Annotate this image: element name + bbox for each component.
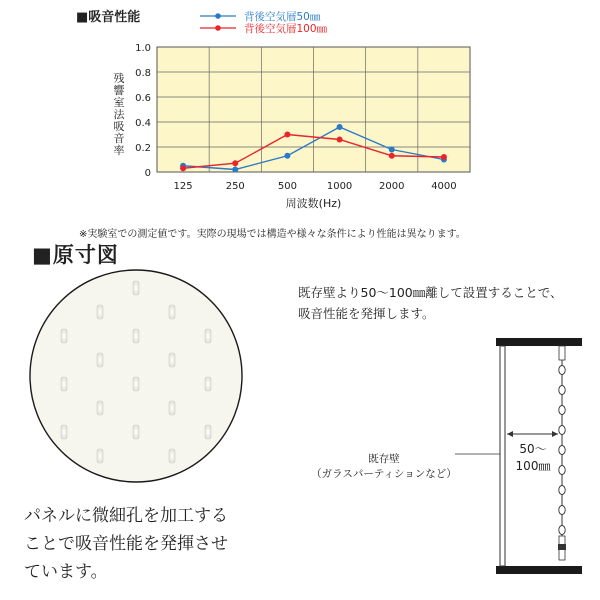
hanging-panel bbox=[558, 346, 566, 560]
data-point bbox=[389, 147, 395, 153]
panel-circle bbox=[30, 270, 242, 482]
chain-link bbox=[559, 486, 565, 495]
chain-link bbox=[559, 466, 565, 475]
x-tick-label: 125 bbox=[173, 181, 193, 192]
micro-hole bbox=[61, 329, 67, 343]
x-tick-label: 250 bbox=[225, 181, 245, 192]
bottom-beam bbox=[496, 566, 582, 574]
x-axis-label: 周波数(Hz) bbox=[285, 197, 342, 210]
chain-link bbox=[559, 426, 565, 435]
y-axis-label-char: 吸 bbox=[113, 120, 125, 133]
x-tick-label: 1000 bbox=[326, 181, 353, 192]
micro-hole bbox=[205, 329, 211, 343]
micro-hole bbox=[133, 425, 139, 439]
legend-marker bbox=[215, 13, 221, 19]
chain-link bbox=[559, 366, 565, 375]
legend-label: 背後空気層100㎜ bbox=[244, 23, 328, 35]
chain-link bbox=[559, 406, 565, 415]
chain-link bbox=[559, 446, 565, 455]
data-point bbox=[284, 153, 290, 159]
panel-actual-size-image bbox=[28, 268, 248, 490]
dimension-arrow-left bbox=[507, 431, 513, 437]
micro-hole bbox=[97, 353, 103, 367]
dimension-arrow-right bbox=[552, 431, 558, 437]
data-point bbox=[232, 167, 238, 173]
micro-hole bbox=[133, 281, 139, 295]
gap-dimension-label bbox=[508, 441, 558, 475]
install-description-line: 既存壁より50～100㎜離して設置することで、 bbox=[298, 285, 563, 300]
micro-hole bbox=[61, 425, 67, 439]
data-point bbox=[232, 160, 238, 166]
panel-description-line: ことで吸音性能を発揮させ bbox=[24, 534, 228, 554]
legend-marker bbox=[215, 25, 221, 31]
y-tick-label: 0.6 bbox=[135, 93, 151, 104]
y-tick-label: 1.0 bbox=[135, 43, 151, 54]
chain-link bbox=[559, 526, 565, 535]
y-tick-label: 0.4 bbox=[135, 118, 151, 129]
chain-link bbox=[559, 386, 565, 395]
y-axis-label-char: 室 bbox=[113, 96, 125, 109]
micro-hole bbox=[133, 377, 139, 391]
existing-wall-label-sub: （ガラスパーティションなど） bbox=[311, 468, 457, 480]
data-point bbox=[180, 165, 186, 171]
micro-hole bbox=[169, 353, 175, 367]
micro-hole bbox=[169, 401, 175, 415]
y-axis-label-char: 率 bbox=[113, 144, 125, 157]
existing-wall-label bbox=[304, 451, 464, 481]
measurement-note: ※実験室での測定値です。実際の現場では構造や様々な条件により性能は異なります。 bbox=[79, 229, 466, 240]
y-tick-label: 0.8 bbox=[135, 68, 151, 79]
micro-hole bbox=[61, 377, 67, 391]
y-axis-label-char: 残 bbox=[113, 72, 125, 85]
legend-label: 背後空気層50㎜ bbox=[244, 11, 321, 23]
y-axis-label-char: 響 bbox=[113, 84, 125, 97]
micro-hole bbox=[97, 305, 103, 319]
gap-dimension-line1: 50～ bbox=[519, 442, 547, 456]
x-tick-label: 2000 bbox=[379, 181, 405, 192]
data-point bbox=[389, 153, 395, 159]
gap-dimension-line2: 100㎜ bbox=[515, 459, 551, 473]
y-tick-label: 0.2 bbox=[135, 143, 151, 154]
micro-hole bbox=[205, 425, 211, 439]
panel-description-line: パネルに微細孔を加工する bbox=[24, 506, 228, 526]
install-description bbox=[298, 282, 563, 324]
micro-hole bbox=[97, 449, 103, 463]
actual-size-title: ■原寸図 bbox=[32, 243, 119, 267]
micro-hole bbox=[169, 449, 175, 463]
micro-hole bbox=[169, 305, 175, 319]
y-axis-label-char: 法 bbox=[113, 108, 125, 121]
top-beam bbox=[496, 338, 582, 346]
data-point bbox=[337, 137, 343, 143]
chain-link bbox=[559, 506, 565, 515]
x-tick-label: 4000 bbox=[431, 181, 457, 192]
panel-description-line: ています。 bbox=[24, 562, 108, 582]
install-description-line: 吸音性能を発揮します。 bbox=[298, 306, 435, 321]
y-tick-label: 0 bbox=[144, 168, 151, 179]
micro-hole bbox=[97, 401, 103, 415]
panel-description bbox=[24, 502, 228, 586]
micro-hole bbox=[205, 377, 211, 391]
x-tick-label: 500 bbox=[277, 181, 297, 192]
data-point bbox=[284, 132, 290, 138]
existing-wall bbox=[500, 346, 505, 566]
data-point bbox=[441, 154, 447, 160]
y-axis-label-char: 音 bbox=[113, 132, 125, 145]
micro-hole bbox=[133, 329, 139, 343]
existing-wall-label-main: 既存壁 bbox=[368, 453, 400, 465]
data-point bbox=[337, 124, 343, 130]
chart-section-title: ■吸音性能 bbox=[76, 10, 141, 25]
